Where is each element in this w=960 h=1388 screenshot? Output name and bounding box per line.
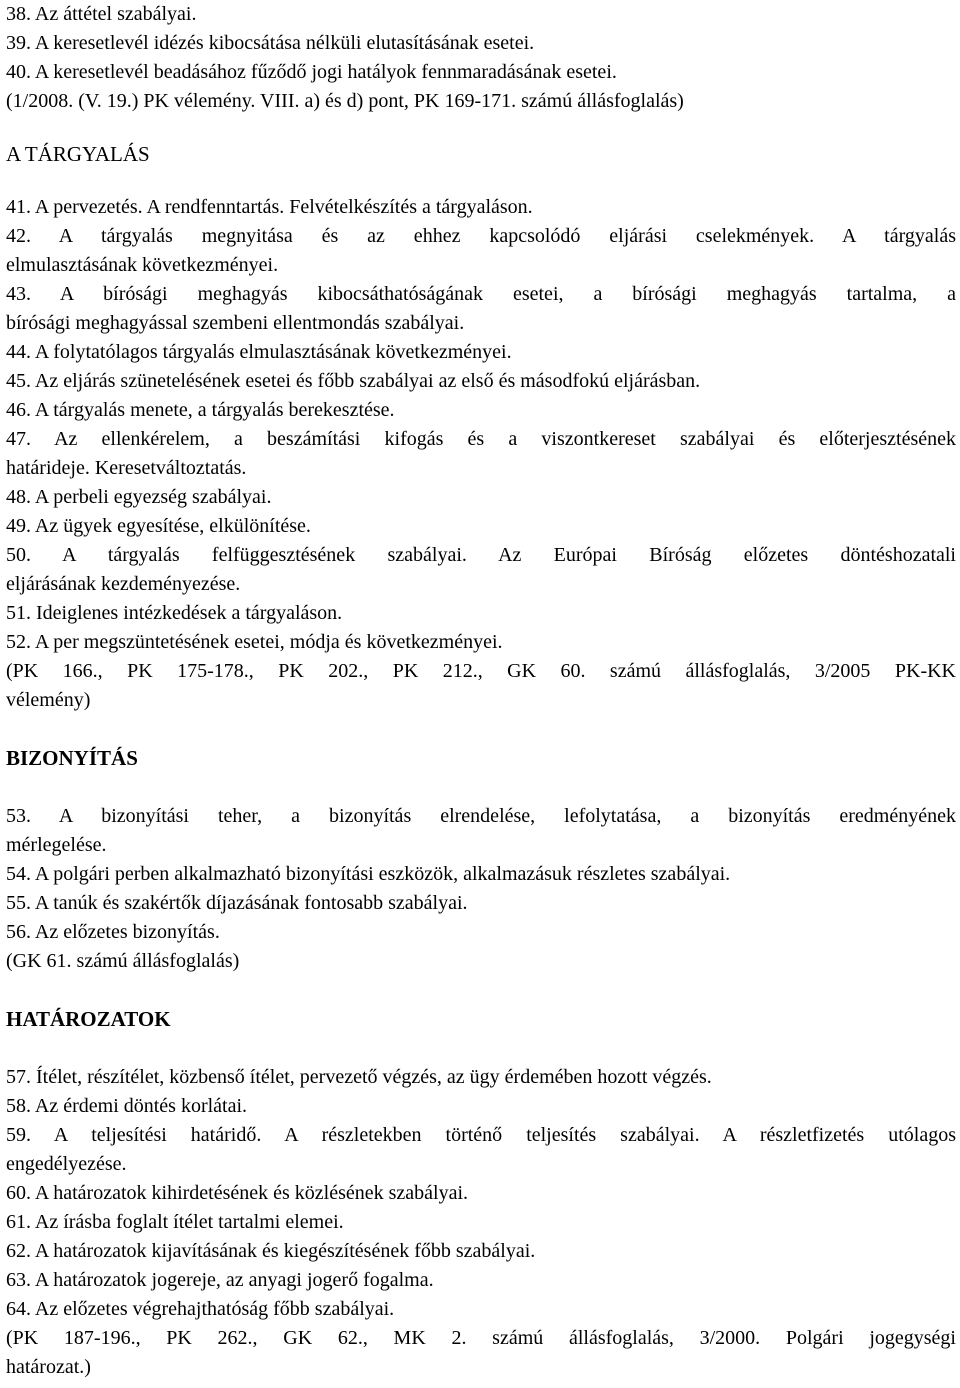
list-item: 59. A teljesítési határidő. A részletekben történő teljesítés szabályai. A részletfizetés utólagos: [6, 1124, 956, 1146]
list-item: 46. A tárgyalás menete, a tárgyalás berekesztése.: [6, 399, 395, 421]
reference-note: (PK 187-196., PK 262., GK 62., MK 2. számú állásfoglalás, 3/2000. Polgári jogegységi: [6, 1327, 956, 1349]
list-item: 60. A határozatok kihirdetésének és közlésének szabályai.: [6, 1182, 469, 1204]
list-item: 50. A tárgyalás felfüggesztésének szabályai. Az Európai Bíróság előzetes döntéshozatali: [6, 544, 956, 566]
list-item: 40. A keresetlevél beadásához fűződő jogi hatályok fennmaradásának esetei.: [6, 61, 617, 83]
list-item-continuation: bírósági meghagyással szembeni ellentmondás szabályai.: [6, 312, 465, 334]
spacer: [6, 976, 956, 1005]
list-item: 54. A polgári perben alkalmazható bizonyítási eszközök, alkalmazásuk részletes szabályai.: [6, 863, 731, 885]
spacer: [6, 116, 956, 140]
reference-note-continuation: határozat.): [6, 1356, 91, 1378]
spacer: [6, 715, 956, 744]
list-item: 61. Az írásba foglalt ítélet tartalmi elemei.: [6, 1211, 344, 1233]
list-item: 47. Az ellenkérelem, a beszámítási kifogás és a viszontkereset szabályai és előterjesztésének: [6, 428, 956, 450]
list-item: 63. A határozatok jogereje, az anyagi jogerő fogalma.: [6, 1269, 434, 1291]
list-item: 43. A bírósági meghagyás kibocsáthatóságának esetei, a bírósági meghagyás tartalma, a: [6, 283, 956, 305]
list-item-continuation: határideje. Keresetváltoztatás.: [6, 457, 247, 479]
list-item: 64. Az előzetes végrehajthatóság főbb szabályai.: [6, 1298, 395, 1320]
list-item: 39. A keresetlevél idézés kibocsátása nélküli elutasításának esetei.: [6, 32, 535, 54]
list-item: 52. A per megszüntetésének esetei, módja és következményei.: [6, 631, 503, 653]
document-page: [6, 0, 956, 1382]
list-item-continuation: elmulasztásának következményei.: [6, 254, 279, 276]
list-item: 45. Az eljárás szünetelésének esetei és főbb szabályai az első és másodfokú eljárásban.: [6, 370, 701, 392]
list-item: 49. Az ügyek egyesítése, elkülönítése.: [6, 515, 311, 537]
list-item: 42. A tárgyalás megnyitása és az ehhez kapcsolódó eljárási cselekmények. A tárgyalás: [6, 225, 956, 247]
list-item: 48. A perbeli egyezség szabályai.: [6, 486, 272, 508]
list-item: 38. Az áttétel szabályai.: [6, 3, 197, 25]
list-item: 55. A tanúk és szakértők díjazásának fontosabb szabályai.: [6, 892, 468, 914]
list-item: 51. Ideiglenes intézkedések a tárgyaláson.: [6, 602, 343, 624]
section-heading-hatarozatok: HATÁROZATOK: [6, 1007, 171, 1031]
list-item: 41. A pervezetés. A rendfenntartás. Felvételkészítés a tárgyaláson.: [6, 196, 533, 218]
list-item: 53. A bizonyítási teher, a bizonyítás elrendelése, lefolytatása, a bizonyítás eredményének: [6, 805, 956, 827]
list-item: 62. A határozatok kijavításának és kiegészítésének főbb szabályai.: [6, 1240, 536, 1262]
spacer: [6, 1034, 956, 1063]
reference-note-continuation: vélemény): [6, 689, 91, 711]
reference-note: (PK 166., PK 175-178., PK 202., PK 212., GK 60. számú állásfoglalás, 3/2005 PK-KK: [6, 660, 956, 682]
list-item: 58. Az érdemi döntés korlátai.: [6, 1095, 248, 1117]
section-heading-targyalas: A TÁRGYALÁS: [6, 142, 150, 166]
list-item-continuation: engedélyezése.: [6, 1153, 127, 1175]
reference-note: (GK 61. számú állásfoglalás): [6, 950, 240, 972]
list-item: (1/2008. (V. 19.) PK vélemény. VIII. a) és d) pont, PK 169-171. számú állásfoglalás): [6, 90, 684, 112]
list-item-continuation: mérlegelése.: [6, 834, 107, 856]
section-heading-bizonyitas: BIZONYÍTÁS: [6, 746, 138, 770]
list-item-continuation: eljárásának kezdeményezése.: [6, 573, 241, 595]
spacer: [6, 169, 956, 193]
list-item: 56. Az előzetes bizonyítás.: [6, 921, 220, 943]
list-item: 44. A folytatólagos tárgyalás elmulasztásának következményei.: [6, 341, 512, 363]
list-item: 57. Ítélet, részítélet, közbenső ítélet, pervezető végzés, az ügy érdemében hozott végzés.: [6, 1066, 712, 1088]
spacer: [6, 773, 956, 802]
